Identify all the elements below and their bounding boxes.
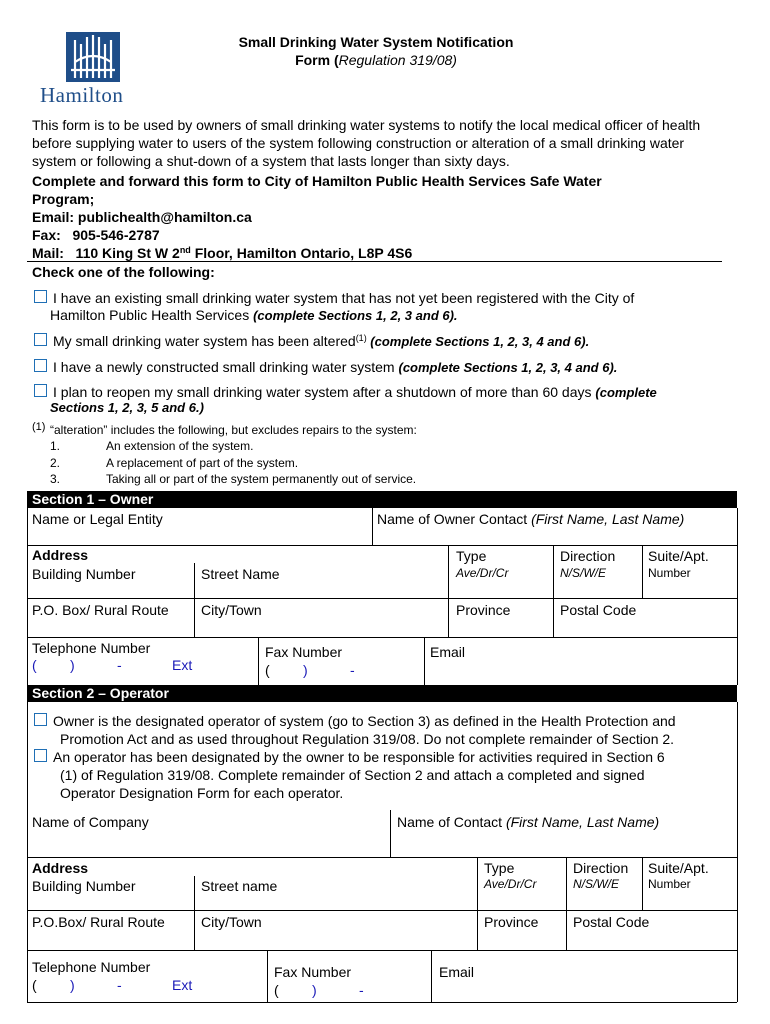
operator-owner-checkbox[interactable] [34,713,47,726]
footnote-item-num: 3. [50,472,61,486]
owner-fax-dash: - [350,662,355,678]
owner-fax-open: ( [265,662,270,678]
option-unregistered-checkbox[interactable] [34,290,47,303]
operator-type-field[interactable]: Type [484,860,515,876]
footnote-item-num: 1. [50,439,61,453]
owner-contact-field[interactable]: Name of Owner Contact (First Name, Last Name) [377,511,685,527]
footnote-item-text: Taking all or part of the system permanently out of service. [106,472,417,486]
logo-wordmark: Hamilton [40,83,124,107]
operator-phone-close: ) [70,977,75,993]
operator-postal-code-field[interactable]: Postal Code [573,914,650,930]
operator-city-field[interactable]: City/Town [201,914,262,930]
operator-suite-field[interactable]: Suite/Apt. [648,860,709,876]
contact-mail: Mail: 110 King St W 2nd Floor, Hamilton Ontario, L8P 4S6 [32,245,413,261]
operator-building-number-field[interactable]: Building Number [32,878,136,894]
operator-direction-field[interactable]: Direction [573,860,629,876]
hamilton-logo [66,32,120,82]
owner-fax-close: ) [303,662,308,678]
option-new-checkbox[interactable] [34,359,47,372]
operator-fax-close: ) [312,982,317,998]
option-unregistered-text2: Hamilton Public Health Services (complete Sections 1, 2, 3 and 6). [50,307,458,323]
intro-paragraph: This form is to be used by owners of small drinking water systems to notify the local medical officer of health before supplying water to users of the system following construction or alteration of a small drinking water system or following a shut-down of a system that lasts longer than sixty days. [32,117,701,169]
operator-owner-text: Owner is the designated operator of system (go to Section 3) as defined in the Health Protection and [53,713,676,729]
city-hall-icon [66,32,120,82]
owner-city-field[interactable]: City/Town [201,602,262,618]
owner-direction-hint: N/S/W/E [560,566,607,580]
owner-fax-field[interactable]: Fax Number [265,644,343,660]
footnote-item-text: An extension of the system. [106,439,254,453]
operator-address-label: Address [32,860,89,876]
owner-type-hint: Ave/Dr/Cr [456,566,509,580]
form-title-line2: Form (Regulation 319/08) [295,52,457,68]
owner-po-box-field[interactable]: P.O. Box/ Rural Route [32,602,169,618]
operator-owner-text2: Promotion Act and as used throughout Regulation 319/08. Do not complete remainder of Section 2. [60,731,675,747]
owner-phone-dash: - [117,657,122,673]
operator-phone-open: ( [32,977,37,993]
check-heading: Check one of the following: [32,264,215,280]
owner-email-field[interactable]: Email [430,644,466,660]
owner-street-name-field[interactable]: Street Name [201,566,280,582]
operator-suite-number-label: Number [648,877,691,891]
operator-phone-ext: Ext [172,977,193,993]
forward-instruction-line2: Program; [32,191,95,207]
operator-province-field[interactable]: Province [484,914,539,930]
operator-designated-text: An operator has been designated by the owner to be responsible for activities required in Section 6 [53,749,665,765]
owner-province-field[interactable]: Province [456,602,511,618]
footnote-text: “alteration” includes the following, but excludes repairs to the system: [50,423,417,437]
owner-phone-ext: Ext [172,657,193,673]
operator-type-hint: Ave/Dr/Cr [484,877,537,891]
owner-building-number-field[interactable]: Building Number [32,566,136,582]
option-reopen-text2: Sections 1, 2, 3, 5 and 6.) [50,400,204,415]
section2-header: Section 2 – Operator [27,685,737,702]
operator-contact-field[interactable]: Name of Contact (First Name, Last Name) [397,814,660,830]
owner-postal-code-field[interactable]: Postal Code [560,602,637,618]
operator-phone-dash: - [117,977,122,993]
option-altered-checkbox[interactable] [34,333,47,346]
operator-designated-text3: Operator Designation Form for each operator. [60,785,344,801]
contact-fax: Fax: 905-546-2787 [32,227,160,243]
operator-company-field[interactable]: Name of Company [32,814,149,830]
owner-telephone-field[interactable]: Telephone Number [32,640,151,656]
operator-fax-open: ( [274,982,279,998]
option-unregistered-text: I have an existing small drinking water system that has not yet been registered with the City of [53,290,635,306]
operator-fax-dash: - [359,982,364,998]
operator-direction-hint: N/S/W/E [573,877,620,891]
owner-address-label: Address [32,547,89,563]
operator-email-field[interactable]: Email [439,964,475,980]
operator-telephone-field[interactable]: Telephone Number [32,959,151,975]
owner-direction-field[interactable]: Direction [560,548,616,564]
operator-fax-field[interactable]: Fax Number [274,964,352,980]
owner-suite-field[interactable]: Suite/Apt. [648,548,709,564]
owner-type-field[interactable]: Type [456,548,487,564]
contact-email: Email: publichealth@hamilton.ca [32,209,252,225]
option-reopen-checkbox[interactable] [34,384,47,397]
footnote-marker: (1) [32,421,46,433]
owner-phone-close: ) [70,657,75,673]
section1-header: Section 1 – Owner [27,491,737,508]
forward-instruction-line1: Complete and forward this form to City of Hamilton Public Health Services Safe Water [32,173,602,189]
owner-suite-number-label: Number [648,566,691,580]
divider [27,261,722,262]
option-reopen-text: I plan to reopen my small drinking water system after a shutdown of more than 60 days (complete [53,384,657,400]
operator-designated-checkbox[interactable] [34,749,47,762]
footnote-item-text: A replacement of part of the system. [106,456,299,470]
footnote-item-num: 2. [50,456,61,470]
operator-designated-text2: (1) of Regulation 319/08. Complete remainder of Section 2 and attach a completed and signed [60,767,645,783]
owner-phone-open: ( [32,657,37,673]
operator-street-name-field[interactable]: Street name [201,878,278,894]
option-altered-text: My small drinking water system has been altered$^{(1)}$ (complete Sections 1, 2, 3, 4 and 6). [53,333,590,349]
owner-name-field[interactable]: Name or Legal Entity [32,511,163,527]
option-new-text: I have a newly constructed small drinking water system (complete Sections 1, 2, 3, 4 and 6). [53,359,618,375]
form-title-line1: Small Drinking Water System Notification [238,34,514,50]
operator-po-box-field[interactable]: P.O.Box/ Rural Route [32,914,165,930]
